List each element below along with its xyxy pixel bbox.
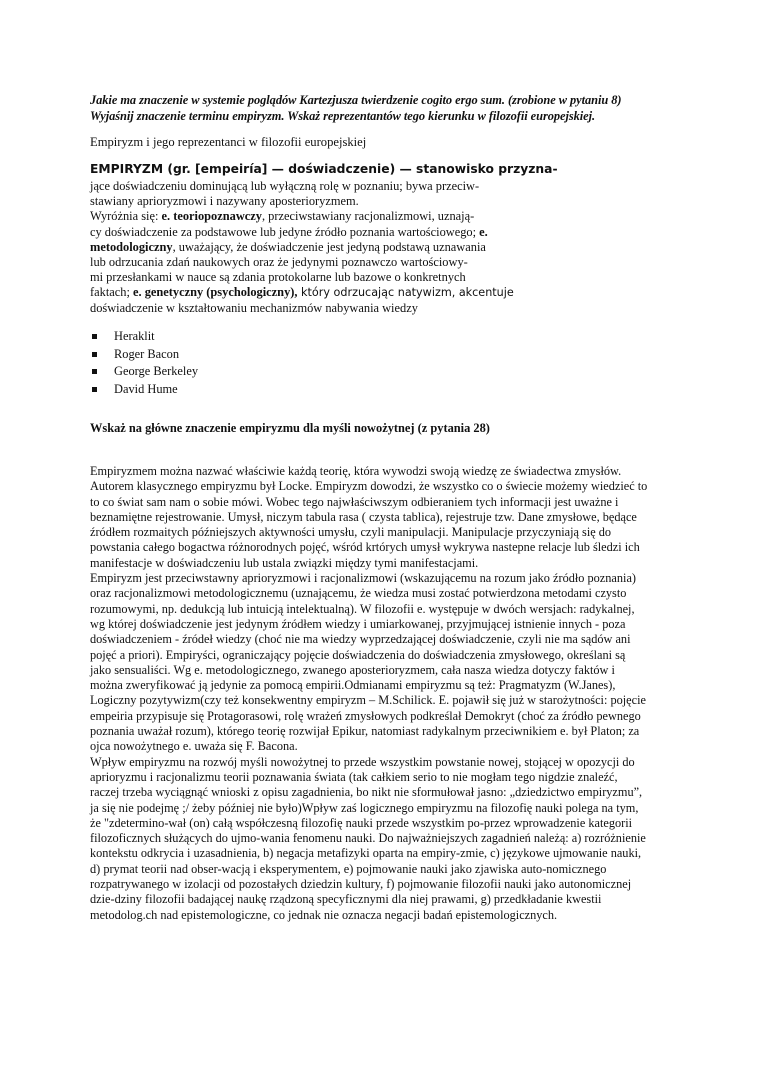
body-line: ja się nie podejmę ;/ żeby później nie było)Wpływ zaś logicznego empiryzmu na filozofię nauki polega na tym, [90,800,639,815]
bullet-icon [92,352,97,357]
body-line: pojęć a priori). Empiryści, ograniczający pojęcie doświadczenia do doświadczenia zmysłowego, określani są [90,647,626,662]
bullet-icon [92,334,97,339]
body-line: oraz racjonalizmowi metodologicznemu (uznającemu, że wiedza musi zostać potwierdzona metodami czysto [90,586,627,601]
body-line: raczej trzeba wyciągnąć wnioski z opisu zagadnienia, bo nikt nie sformułował jasno: „dziedzictwo empiryzmu”, [90,785,643,800]
body-line: to co świat sam nam o sobie mówi. Wobec tego najwłaściwszym odbieraniem tych informacji jest uważne i [90,494,619,509]
definition-line: mi przesłankami w nauce są zdania protokolarne lub bazowe o konkretnych [90,270,466,285]
bullet-icon [92,387,97,392]
body-line: można zweryfikować ją jedynie za pomocą empirii.Odmianami empiryzmu są też: Pragmatyzm (W.Janes), [90,678,616,693]
list-item [90,347,198,365]
list-item [90,382,198,400]
section-subheading: Empiryzm i jego reprezentanci w filozofii europejskiej [90,135,367,149]
body-line: filozoficznych służących do ujmo-wania fenomenu nauki. Do najważniejszych zagadnień należą: a) rozróżnienie [90,831,646,846]
definition-line [90,285,520,300]
definition-heading: EMPIRYZM (gr. [empeiría] — doświadczenie) — stanowisko przyzna- [90,162,558,176]
body-line: źródłem rozmaitych późniejszych aktywności umysłu, czyli manipulacji. Manipulacje przyczyniają się do [90,525,612,540]
body-line: doświadczeniem - źródeł wiedzy (choć nie ma wiedzy wyprzedzającej doświadczenie, czyli nie ma sądów ani [90,632,631,647]
list-item-label: David Hume [114,381,178,396]
body-line: Empiryzm jest przeciwstawny aprioryzmowi i racjonalizmowi (wskazującemu na rozum jako źródło poznania) [90,571,636,586]
list-item-label: Heraklit [114,329,155,343]
body-line: rozumowymi, np. dedukcją lub intuicją intelektualną). W filozofii e. występuje w dwóch wersjach: radykalnej, [90,601,635,616]
body-line: dzie-dziny filozofii badającej naukę rządzoną specyficznymi dla niej prawami, g) przedkładanie kwestii [90,892,602,907]
body-line: d) prymat teorii nad obser-wacją i eksperymentem, e) pojmowanie nauki jako zjawiska auto-nomicznego [90,861,607,876]
body-line: rozpatrywanego w izolacji od pozostałych dziedzin kultury, f) pojmowanie filozofii nauki jako autonomicznej [90,877,632,892]
term-prefix: e. [479,224,488,239]
term-genetic: e. genetyczny (psychologiczny), [133,285,298,300]
body-line: ojca nowożytnego e. uważa się F. Bacona. [90,739,298,754]
body-line: kontekstu odkrycia i uzasadnienia, b) negacja metafizyki oparta na empiry-zmie, c) językowe ujmowanie nauki, [90,846,642,861]
definition-text: Wyróżnia się: [90,209,162,224]
question-1-line-2: Wyjaśnij znaczenie terminu empiryzm. Wskaż reprezentantów tego kierunku w filozofii europejskiej. [90,109,596,123]
body-line: Wpływ empiryzmu na rozwój myśli nowożytnej to przede wszystkim powstanie nowej, stojącej w opozycji do [90,754,635,769]
term-methodological: metodologiczny [90,239,173,254]
body-line: Empiryzmem można nazwać właściwie każdą teorię, która wywodzi swoją wiedzę ze świadectwa zmysłów. [90,464,622,478]
definition-line [90,225,520,240]
definition-line: stawiany aprioryzmowi i nazywany aposterioryzmem. [90,194,359,209]
term-epistemological: e. teoriopoznawczy [161,209,262,224]
question-1-line-1: Jakie ma znaczenie w systemie poglądów Kartezjusza twierdzenie cogito ergo sum. (zrobione w pytaniu 8) [90,93,622,107]
body-text [90,464,690,923]
list-item [90,364,198,382]
body-line: że "zdetermino-wał (on) całą współczesną filozofię nauki przede wszystkim po-przez wprowadzenie kategorii [90,815,633,830]
list-item-label: George Berkeley [114,364,199,378]
representatives-list [90,329,198,399]
body-line: powstania całego bogactwa różnorodnych pojęć, wśród krtórych umysł wykrywa nastepne relacje lub śledzi ich [90,540,640,555]
body-line: poznania uważał rozum), którego teorię rozwijał Epikur, natomiast radykalnym przeciwnikiem e. był Platon; za [90,724,640,739]
body-line: aprioryzmu i racjonalizmu teorii poznawania świata (tak całkiem serio to nie mogłam tego nigdzie znaleźć, [90,769,618,784]
body-line: metodolog.ch nad epistemologiczne, co jednak nie oznacza negacji badań epistemologicznych. [90,907,558,922]
body-line: Logiczny pozytywizm(czy też konsekwentny empiryzm – M.Schilick. E. pojawił się już w starożytności: pojęcie [90,693,646,708]
list-item [90,329,198,347]
body-line: Autorem klasycznego empiryzmu był Locke. Empiryzm dowodzi, że wszystko co o świecie możemy wiedzieć to [90,479,648,494]
definition-line [90,240,520,255]
definition-text: który odrzucając natywizm, akcentuje [297,286,514,300]
definition-text: cy doświadczenie za podstawowe lub jedyne źródło poznania wartościowego; [90,224,480,239]
bullet-icon [92,369,97,374]
body-line: manifestacje w doświadczeniu lub ustala związki między tymi manifestacjami. [90,555,479,570]
definition-line [90,209,520,224]
definition-line: jące doświadczeniu dominującą lub wyłączną rolę w poznaniu; bywa przeciw- [90,179,480,193]
definition-paragraph [90,179,520,316]
body-line: empeiria przypisuje się Protagorasowi, rolę wrażeń zmysłowych podkreślał Demokryt (choć za źródło pewnego [90,708,641,723]
definition-line: doświadczenie w kształtowaniu mechanizmów nabywania wiedzy [90,300,418,315]
definition-line: lub odrzucania zdań naukowych oraz że jedynymi poznawczo wartościowy- [90,254,468,269]
body-line: jako sensualiści. Wg e. metodologicznego, zwanego aposterioryzmem, cała nasza wiedza dotyczy faktów i [90,662,615,677]
list-item-label: Roger Bacon [114,346,180,361]
body-line: beznamiętne rejestrowanie. Umysł, niczym tabula rasa ( czysta tablica), rejestruje tzw. Dane zmysłowe, będące [90,509,637,524]
definition-text: , przeciwstawiany racjonalizmowi, uznają- [261,209,475,224]
definition-text: faktach; [90,285,133,300]
question-2-heading: Wskaż na główne znaczenie empiryzmu dla myśli nowożytnej (z pytania 28) [90,421,490,435]
body-line: wg której doświadczenie jest jedynym źródłem wiedzy i umiarkowanej, przyjmującej istnienie innych - poza [90,616,626,631]
definition-text: , uważający, że doświadczenie jest jedyną podstawą uznawania [172,239,486,254]
